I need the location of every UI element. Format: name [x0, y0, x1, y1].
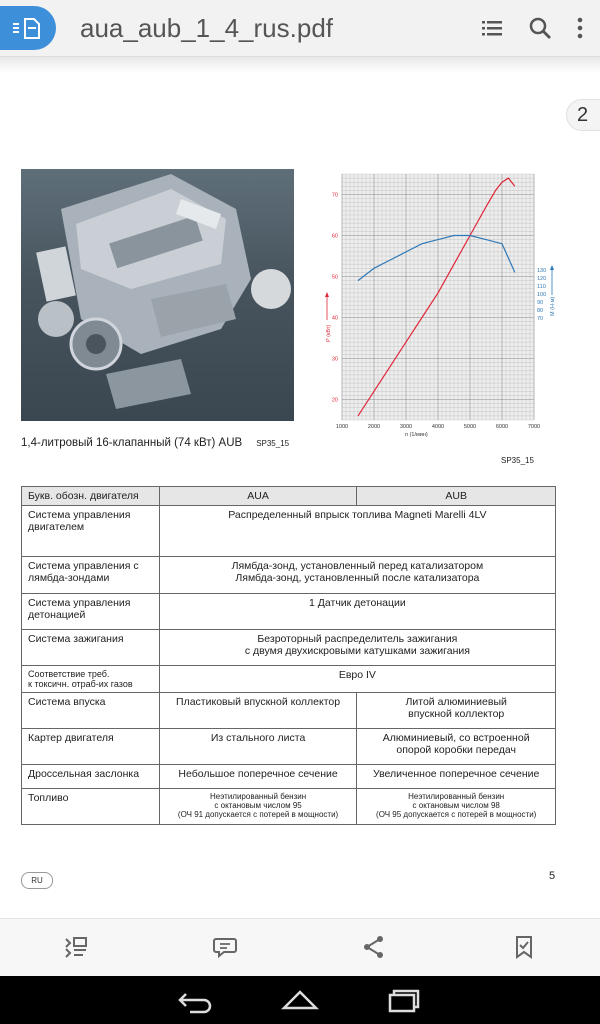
page-number: 5 [549, 870, 556, 882]
aua-value-line: (ОЧ 91 допускается с потерей в мощности) [177, 810, 339, 819]
aub-value-line: Алюминиевый, со встроенной [382, 732, 530, 744]
table-header-cell: Букв. обозн. двигателя [22, 487, 160, 506]
row-label [22, 666, 160, 693]
document-title: aua_aub_1_4_rus.pdf [80, 13, 334, 43]
aub-value-line: Неэтилированный бензин [408, 792, 505, 801]
y-left-axis-label: P (кВт) [326, 324, 332, 342]
search-icon[interactable] [526, 14, 554, 42]
y-right-tick-label: 130 [537, 268, 547, 274]
caption-text: 1,4-литровый 16-клапанный (74 кВт) AUB [21, 437, 243, 449]
reflow-icon[interactable] [62, 933, 90, 961]
table-row [22, 666, 556, 693]
menu-doc-icon [13, 16, 43, 40]
page-indicator[interactable]: 2 [566, 99, 600, 131]
row-label: Дроссельная заслонка [22, 765, 160, 789]
table-row [22, 789, 556, 825]
row-label: Система впуска [22, 693, 160, 729]
aua-value [159, 789, 357, 825]
chart-grid [342, 174, 534, 420]
y-right-tick-label: 80 [537, 308, 544, 314]
table-row [22, 765, 556, 789]
aua-value-line: с октановым числом 95 [214, 801, 302, 810]
row-label-line: Соответствие треб. [28, 669, 110, 679]
x-tick-label: 4000 [431, 424, 445, 430]
power-torque-chart [320, 170, 560, 442]
caption-code: SP35_15 [256, 439, 290, 448]
row-value: 1 Датчик детонации [159, 594, 555, 630]
row-value [159, 630, 555, 666]
row-label: Система управления детонацией [22, 594, 160, 630]
y-right-tick-label: 90 [537, 300, 544, 306]
menu-doc-button[interactable] [0, 6, 56, 50]
system-nav-bar [0, 976, 600, 1024]
y-right-axis-label: M (Н·м) [550, 296, 556, 316]
table-row [22, 506, 556, 557]
y-left-tick-label: 40 [331, 315, 338, 322]
row-value-line: с двумя двухискровыми катушками зажигания [244, 645, 470, 657]
y-left-tick-label: 50 [331, 274, 338, 281]
row-label: Система зажигания [22, 630, 160, 666]
aub-value-line: впускной коллектор [408, 708, 505, 720]
row-label-line: к токсичн. отраб-их газов [28, 679, 133, 689]
table-row [22, 630, 556, 666]
engine-illustration [21, 169, 294, 421]
aub-value-line: с октановым числом 98 [412, 801, 500, 810]
y-left-axis-arrowhead [325, 292, 329, 297]
x-tick-label: 3000 [399, 424, 413, 430]
aua-value: Из стального листа [159, 729, 357, 765]
page-edge-shadow [0, 57, 600, 73]
language-badge: RU [21, 872, 53, 889]
table-header-cell: AUB [357, 487, 556, 506]
top-app-bar [0, 0, 600, 57]
aub-value [357, 693, 556, 729]
chart-code: SP35_15 [501, 456, 534, 465]
aub-value [357, 729, 556, 765]
y-right-tick-label: 70 [537, 316, 544, 322]
row-label: Система управления двигателем [22, 506, 160, 557]
row-value: Евро IV [159, 666, 555, 693]
more-vert-icon[interactable] [566, 14, 594, 42]
aua-value: Пластиковый впускной коллектор [159, 693, 357, 729]
figure-caption [21, 437, 289, 449]
x-tick-label: 6000 [495, 424, 509, 430]
y-left-tick-label: 60 [331, 233, 338, 240]
bookmark-icon[interactable] [510, 933, 538, 961]
table-header-cell: AUA [159, 487, 357, 506]
row-label: Картер двигателя [22, 729, 160, 765]
y-left-tick-label: 70 [331, 192, 338, 199]
row-label: Топливо [22, 789, 160, 825]
table-row [22, 557, 556, 594]
y-left-tick-label: 30 [331, 356, 338, 363]
table-row [22, 693, 556, 729]
x-tick-label: 5000 [463, 424, 477, 430]
aub-value: Увеличенное поперечное сечение [357, 765, 556, 789]
y-right-tick-label: 120 [537, 276, 547, 282]
row-value-line: Безроторный распределитель зажигания [257, 633, 458, 645]
engine-spec-table [21, 486, 556, 825]
recents-icon[interactable] [386, 986, 426, 1014]
back-icon[interactable] [176, 986, 216, 1014]
aub-value-line: Литой алюминиевый [405, 696, 507, 708]
home-icon[interactable] [280, 986, 320, 1014]
y-right-tick-label: 100 [537, 292, 547, 298]
row-value: Распределенный впрыск топлива Magneti Marelli 4LV [159, 506, 555, 557]
row-value [159, 557, 555, 594]
aub-value [357, 789, 556, 825]
table-row [22, 594, 556, 630]
aub-value-line: опорой коробки передач [396, 744, 516, 756]
aua-value-line: Неэтилированный бензин [210, 792, 307, 801]
aua-value: Небольшое поперечное сечение [159, 765, 357, 789]
row-label: Система управления с лямбда-зондами [22, 557, 160, 594]
bottom-toolbar [0, 918, 600, 977]
x-tick-label: 1000 [335, 424, 349, 430]
list-icon[interactable] [478, 14, 506, 42]
y-right-tick-label: 110 [537, 284, 546, 290]
y-right-axis-arrowhead [550, 265, 554, 270]
row-value-line: Лямбда-зонд, установленный перед катализатором [231, 560, 484, 572]
share-icon[interactable] [360, 933, 388, 961]
x-tick-label: 2000 [367, 424, 381, 430]
annotate-icon[interactable] [211, 933, 239, 961]
aub-value-line: (ОЧ 95 допускается с потерей в мощности) [376, 810, 537, 819]
y-left-tick-label: 20 [331, 397, 338, 404]
table-header [22, 487, 556, 506]
row-value-line: Лямбда-зонд, установленный после катализатора [235, 572, 480, 584]
table-row [22, 729, 556, 765]
x-axis-label: n (1/мин) [405, 432, 428, 438]
x-tick-label: 7000 [527, 424, 541, 430]
